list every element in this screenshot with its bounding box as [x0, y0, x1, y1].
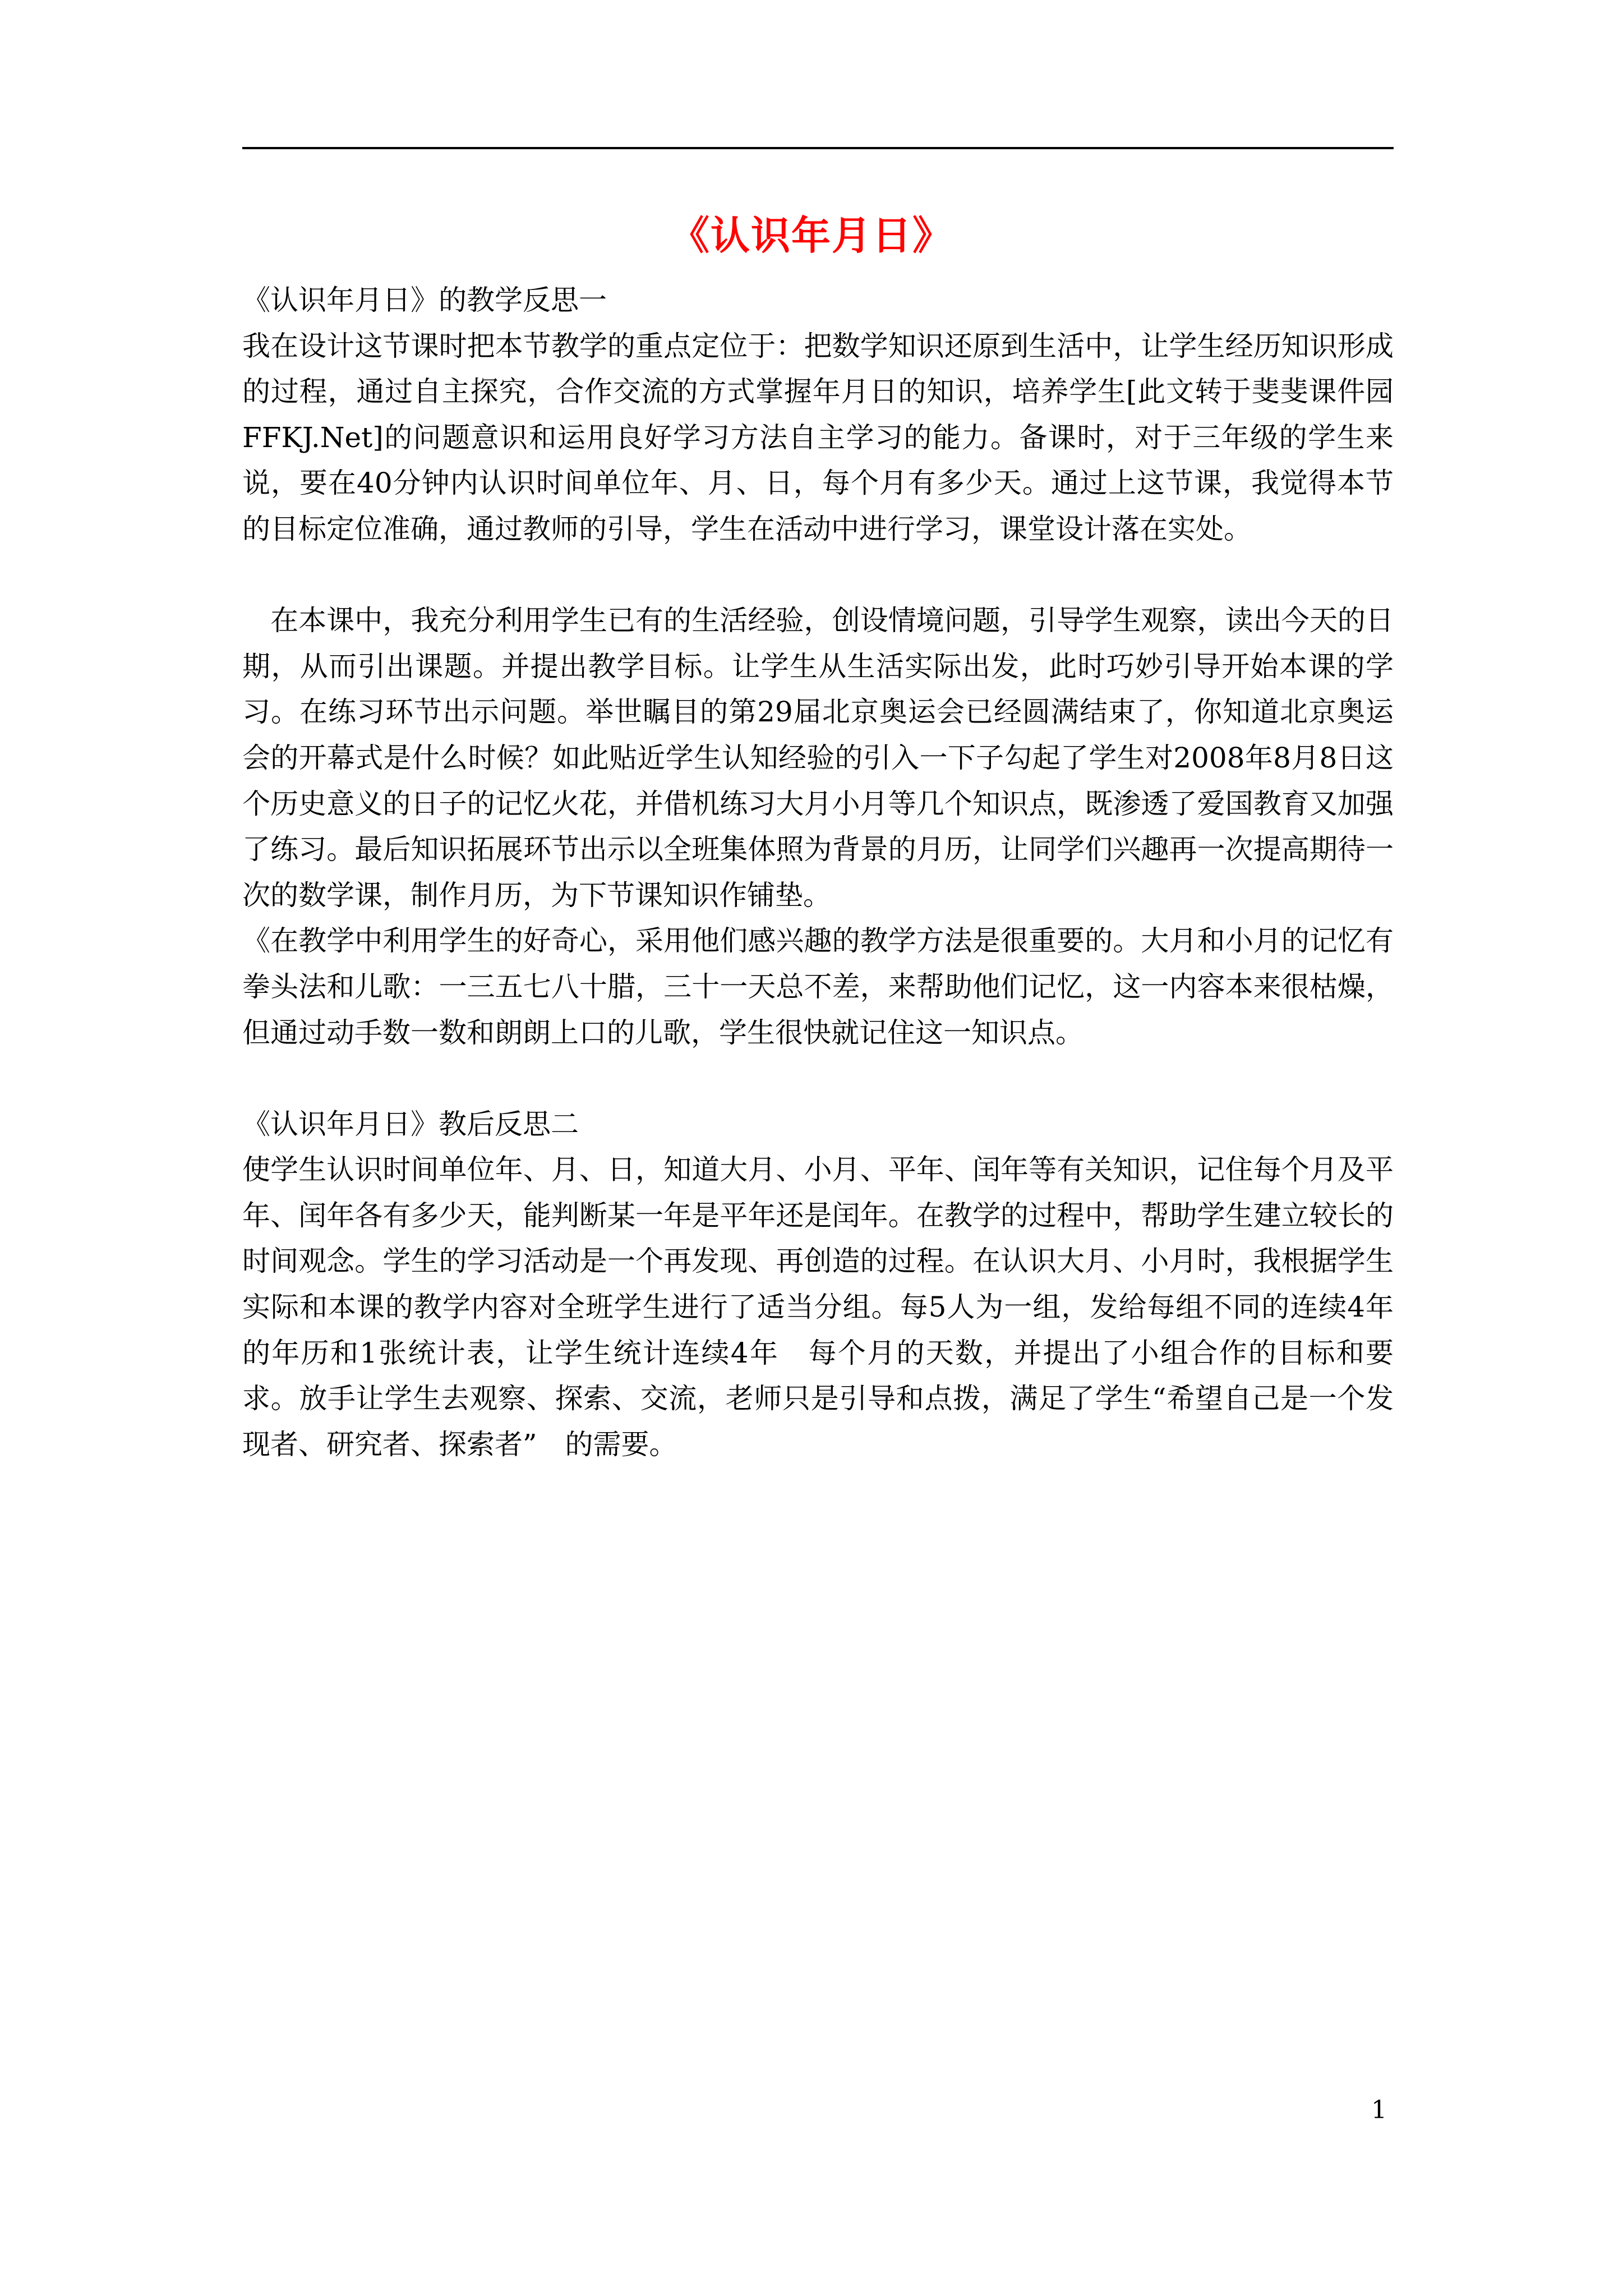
section-1-paragraph-3: 《在教学中利用学生的好奇心，采用他们感兴趣的教学方法是很重要的。大月和小月的记忆有拳头法和儿歌：一三五七八十腊，三十一天总不差，来帮助他们记忆，这一内容本来很枯燥，但通过动手数一数和朗朗上口的儿歌，学生很快就记住这一知识点。 — [242, 924, 1394, 1049]
page-number: 1 — [1371, 2096, 1387, 2124]
document-body — [242, 278, 1422, 1467]
paragraph-gap — [242, 1056, 1394, 1102]
header-rule — [242, 147, 1394, 149]
section-2-paragraph-1: 使学生认识时间单位年、月、日，知道大月、小月、平年、闰年等有关知识，记住每个月及平年、闰年各有多少天，能判断某一年是平年还是闰年。在教学的过程中，帮助学生建立较长的时间观念。学生的学习活动是一个再发现、再创造的过程。在认识大月、小月时，我根据学生实际和本课的教学内容对全班学生进行了适当分组。每5人为一组，发给每组不同的连续4年的年历和1张统计表，让学生统计连续4年 每个月的天数，并提出了小组合作的目标和要求。放手让学生去观察、探索、交流，老师只是引导和点拨，满足了学生“希望自己是一个发现者、研究者、探索者” 的需要。 — [242, 1153, 1394, 1461]
section-2-heading: 《认识年月日》教后反思二 — [242, 1107, 579, 1140]
section-1-paragraph-1: 我在设计这节课时把本节教学的重点定位于：把数学知识还原到生活中，让学生经历知识形成的过程，通过自主探究，合作交流的方式掌握年月日的知识，培养学生[此文转于斐斐课件园 FFKJ.Net]的问题意识和运用良好学习方法自主学习的能力。备课时，对于三年级的学生来说，要在40分钟内认识时间单位年、月、日，每个月有多少天。通过上这节课，我觉得本节的目标定位准确，通过教师的引导，学生在活动中进行学习，课堂设计落在实处。 — [242, 329, 1422, 545]
section-1-heading: 《认识年月日》的教学反思一 — [242, 284, 607, 316]
section-1-paragraph-2: 在本课中，我充分利用学生已有的生活经验，创设情境问题，引导学生观察，读出今天的日期，从而引出课题。并提出教学目标。让学生从生活实际出发，此时巧妙引导开始本课的学习。在练习环节出示问题。举世瞩目的第29届北京奥运会已经圆满结束了，你知道北京奥运会的开幕式是什么时候？如此贴近学生认知经验的引入一下子勾起了学生对2008年8月8日这个历史意义的日子的记忆火花，并借机练习大月小月等几个知识点，既渗透了爱国教育又加强了练习。最后知识拓展环节出示以全班集体照为背景的月历，让同学们兴趣再一次提高期待一次的数学课，制作月历，为下节课知识作铺垫。 — [242, 604, 1394, 912]
paragraph-gap — [242, 553, 1394, 599]
document-title: 《认识年月日》 — [670, 212, 953, 259]
